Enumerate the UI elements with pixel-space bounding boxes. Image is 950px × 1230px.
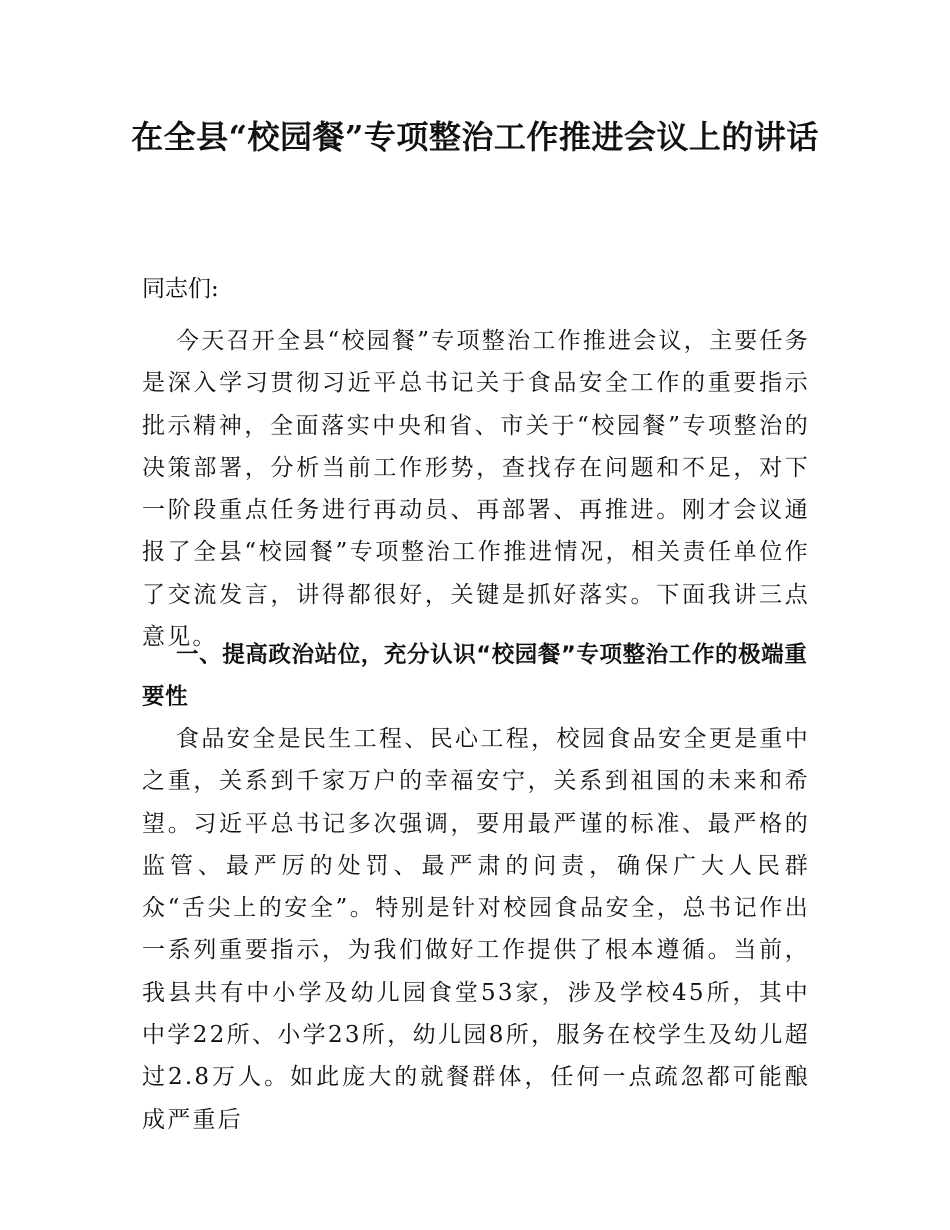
opening-paragraph: 今天召开全县“校园餐”专项整治工作推进会议，主要任务是深入学习贯彻习近平总书记关于食品安全工作的重要指示批示精神，全面落实中央和省、市关于“校园餐”专项整治的决策部署，分析当前工作形势，查找存在问题和不足，对下一阶段重点任务进行再动员、再部署、再推进。刚才会议通报了全县“校园餐”专项整治工作推进情况，相关责任单位作了交流发言，讲得都很好，关键是抓好落实。下面我讲三点意见。 <box>142 328 810 651</box>
section-heading: 一、提高政治站位，充分认识“校园餐”专项整治工作的极端重要性 <box>142 642 808 710</box>
salutation: 同志们: <box>142 276 219 302</box>
document-title: 在全县“校园餐”专项整治工作推进会议上的讲话 <box>131 118 819 156</box>
section-paragraph: 食品安全是民生工程、民心工程，校园食品安全更是重中之重，关系到千家万户的幸福安宁，关系到祖国的未来和希望。习近平总书记多次强调，要用最严谨的标准、最严格的监管、最严厉的处罚、最严肃的问责，确保广大人民群众“舌尖上的安全”。特别是针对校园食品安全，总书记作出一系列重要指示，为我们做好工作提供了根本遵循。当前，我县共有中小学及幼儿园食堂53家，涉及学校45所，其中中学22所、小学23所，幼儿园8所，服务在校学生及幼儿超过2.8万人。如此庞大的就餐群体，任何一点疏忽都可能酿成严重后 <box>142 726 810 1133</box>
